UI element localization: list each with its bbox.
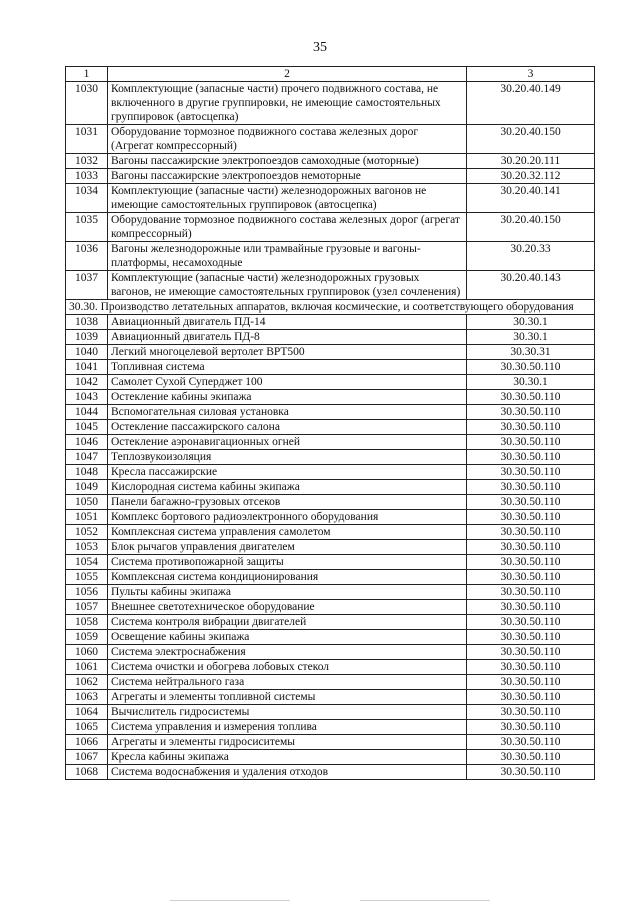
row-code: 30.30.1 — [467, 375, 595, 390]
table-row — [66, 720, 595, 735]
row-name: Теплозвукоизоляция — [108, 450, 467, 465]
table-row — [66, 480, 595, 495]
row-name: Вспомогательная силовая установка — [108, 405, 467, 420]
row-name: Система противопожарной защиты — [108, 555, 467, 570]
row-code: 30.30.50.110 — [467, 735, 595, 750]
row-code: 30.30.50.110 — [467, 645, 595, 660]
row-name: Вычислитель гидросистемы — [108, 705, 467, 720]
row-code: 30.30.50.110 — [467, 390, 595, 405]
row-name: Легкий многоцелевой вертолет ВРТ500 — [108, 345, 467, 360]
row-code: 30.30.1 — [467, 315, 595, 330]
row-name: Система водоснабжения и удаления отходов — [108, 765, 467, 780]
table-row — [66, 765, 595, 780]
row-name: Система контроля вибрации двигателей — [108, 615, 467, 630]
row-code: 30.30.50.110 — [467, 720, 595, 735]
table-row — [66, 645, 595, 660]
table-row — [66, 465, 595, 480]
row-number: 1066 — [66, 735, 108, 750]
row-code: 30.30.50.110 — [467, 690, 595, 705]
table-row — [66, 435, 595, 450]
table-body — [66, 67, 595, 780]
row-name: Оборудование тормозное подвижного состава железных дорог (агрегат компрессорный) — [108, 213, 467, 242]
row-number: 1040 — [66, 345, 108, 360]
row-code: 30.30.50.110 — [467, 360, 595, 375]
table-row — [66, 675, 595, 690]
row-code: 30.30.50.110 — [467, 450, 595, 465]
row-code: 30.30.50.110 — [467, 600, 595, 615]
row-code: 30.20.40.143 — [467, 271, 595, 300]
table-row — [66, 525, 595, 540]
row-number: 1047 — [66, 450, 108, 465]
row-name: Остекление пассажирского салона — [108, 420, 467, 435]
header-col-3: 3 — [467, 67, 595, 82]
table-row — [66, 750, 595, 765]
header-col-1: 1 — [66, 67, 108, 82]
row-code: 30.30.31 — [467, 345, 595, 360]
table-row — [66, 125, 595, 154]
row-code: 30.30.50.110 — [467, 660, 595, 675]
row-name: Кресла кабины экипажа — [108, 750, 467, 765]
row-name: Комплексная система кондиционирования — [108, 570, 467, 585]
row-code: 30.30.50.110 — [467, 525, 595, 540]
table-row — [66, 585, 595, 600]
section-title: 30.30. Производство летательных аппаратов, включая космические, и соответствующего оборудования — [66, 300, 595, 315]
row-number: 1052 — [66, 525, 108, 540]
table-row — [66, 570, 595, 585]
row-number: 1043 — [66, 390, 108, 405]
row-code: 30.20.32.112 — [467, 169, 595, 184]
row-name: Панели багажно-грузовых отсеков — [108, 495, 467, 510]
row-name: Система управления и измерения топлива — [108, 720, 467, 735]
row-number: 1049 — [66, 480, 108, 495]
section-row — [66, 300, 595, 315]
table-row — [66, 705, 595, 720]
row-name: Блок рычагов управления двигателем — [108, 540, 467, 555]
row-number: 1053 — [66, 540, 108, 555]
row-number: 1038 — [66, 315, 108, 330]
row-name: Агрегаты и элементы топливной системы — [108, 690, 467, 705]
row-name: Комплектующие (запасные части) железнодорожных грузовых вагонов, не имеющие самостоятельных группировок (узел сочленения) — [108, 271, 467, 300]
row-number: 1055 — [66, 570, 108, 585]
table-row — [66, 510, 595, 525]
row-name: Остекление аэронавигационных огней — [108, 435, 467, 450]
table-row — [66, 630, 595, 645]
row-name: Авиационный двигатель ПД-8 — [108, 330, 467, 345]
row-name: Вагоны пассажирские электропоездов самоходные (моторные) — [108, 154, 467, 169]
row-number: 1032 — [66, 154, 108, 169]
row-code: 30.20.33 — [467, 242, 595, 271]
row-name: Вагоны железнодорожные или трамвайные грузовые и вагоны-платформы, несамоходные — [108, 242, 467, 271]
table-row — [66, 82, 595, 125]
row-code: 30.20.40.141 — [467, 184, 595, 213]
row-code: 30.30.50.110 — [467, 585, 595, 600]
row-name: Агрегаты и элементы гидросиситемы — [108, 735, 467, 750]
row-number: 1033 — [66, 169, 108, 184]
row-name: Система нейтрального газа — [108, 675, 467, 690]
classification-table — [65, 66, 595, 780]
scan-edge-left — [170, 900, 290, 901]
row-number: 1031 — [66, 125, 108, 154]
row-number: 1056 — [66, 585, 108, 600]
row-number: 1044 — [66, 405, 108, 420]
row-code: 30.20.20.111 — [467, 154, 595, 169]
header-row — [66, 67, 595, 82]
row-name: Кислородная система кабины экипажа — [108, 480, 467, 495]
row-number: 1064 — [66, 705, 108, 720]
row-code: 30.30.50.110 — [467, 480, 595, 495]
row-name: Вагоны пассажирские электропоездов немоторные — [108, 169, 467, 184]
table-row — [66, 271, 595, 300]
row-number: 1046 — [66, 435, 108, 450]
row-code: 30.30.50.110 — [467, 570, 595, 585]
row-name: Остекление кабины экипажа — [108, 390, 467, 405]
row-code: 30.30.50.110 — [467, 435, 595, 450]
header-col-2: 2 — [108, 67, 467, 82]
row-number: 1037 — [66, 271, 108, 300]
table-row — [66, 600, 595, 615]
row-name: Кресла пассажирские — [108, 465, 467, 480]
row-code: 30.30.50.110 — [467, 765, 595, 780]
row-number: 1054 — [66, 555, 108, 570]
table-row — [66, 375, 595, 390]
row-number: 1045 — [66, 420, 108, 435]
row-code: 30.20.40.150 — [467, 125, 595, 154]
row-name: Авиационный двигатель ПД-14 — [108, 315, 467, 330]
scan-edge-right — [360, 900, 490, 901]
row-number: 1035 — [66, 213, 108, 242]
table-row — [66, 450, 595, 465]
table-row — [66, 315, 595, 330]
table-row — [66, 154, 595, 169]
table-row — [66, 660, 595, 675]
table-row — [66, 495, 595, 510]
page-number: 35 — [313, 40, 327, 55]
row-number: 1030 — [66, 82, 108, 125]
row-number: 1060 — [66, 645, 108, 660]
row-number: 1067 — [66, 750, 108, 765]
table-row — [66, 690, 595, 705]
row-code: 30.30.50.110 — [467, 465, 595, 480]
row-code: 30.20.40.149 — [467, 82, 595, 125]
row-code: 30.30.50.110 — [467, 540, 595, 555]
table-row — [66, 330, 595, 345]
row-number: 1062 — [66, 675, 108, 690]
row-name: Комплексная система управления самолетом — [108, 525, 467, 540]
row-name: Освещение кабины экипажа — [108, 630, 467, 645]
row-number: 1034 — [66, 184, 108, 213]
table-row — [66, 390, 595, 405]
row-name: Комплекс бортового радиоэлектронного оборудования — [108, 510, 467, 525]
row-name: Топливная система — [108, 360, 467, 375]
table-row — [66, 405, 595, 420]
row-code: 30.30.50.110 — [467, 675, 595, 690]
row-number: 1059 — [66, 630, 108, 645]
row-code: 30.30.50.110 — [467, 705, 595, 720]
table-row — [66, 615, 595, 630]
row-number: 1041 — [66, 360, 108, 375]
row-name: Система электроснабжения — [108, 645, 467, 660]
row-number: 1061 — [66, 660, 108, 675]
row-code: 30.30.50.110 — [467, 420, 595, 435]
row-number: 1058 — [66, 615, 108, 630]
row-name: Оборудование тормозное подвижного состава железных дорог (Агрегат компрессорный) — [108, 125, 467, 154]
table-row — [66, 169, 595, 184]
row-number: 1051 — [66, 510, 108, 525]
row-name: Комплектующие (запасные части) железнодорожных вагонов не имеющие самостоятельных группировок (автосцепка) — [108, 184, 467, 213]
row-code: 30.20.40.150 — [467, 213, 595, 242]
row-name: Система очистки и обогрева лобовых стекол — [108, 660, 467, 675]
row-number: 1057 — [66, 600, 108, 615]
row-code: 30.30.50.110 — [467, 630, 595, 645]
row-number: 1048 — [66, 465, 108, 480]
row-code: 30.30.50.110 — [467, 495, 595, 510]
table-row — [66, 420, 595, 435]
table-row — [66, 540, 595, 555]
table-row — [66, 735, 595, 750]
table-row — [66, 345, 595, 360]
row-number: 1042 — [66, 375, 108, 390]
table-row — [66, 360, 595, 375]
row-number: 1063 — [66, 690, 108, 705]
row-name: Внешнее светотехническое оборудование — [108, 600, 467, 615]
row-name: Комплектующие (запасные части) прочего подвижного состава, не включенного в другие группировки, не имеющие самостоятельных группировок (автосцепка) — [108, 82, 467, 125]
table-row — [66, 184, 595, 213]
row-name: Самолет Сухой Суперджет 100 — [108, 375, 467, 390]
row-code: 30.30.50.110 — [467, 615, 595, 630]
row-code: 30.30.50.110 — [467, 405, 595, 420]
table-row — [66, 242, 595, 271]
row-number: 1050 — [66, 495, 108, 510]
row-name: Пульты кабины экипажа — [108, 585, 467, 600]
row-code: 30.30.50.110 — [467, 510, 595, 525]
row-code: 30.30.1 — [467, 330, 595, 345]
row-number: 1068 — [66, 765, 108, 780]
table-row — [66, 213, 595, 242]
row-number: 1036 — [66, 242, 108, 271]
row-number: 1039 — [66, 330, 108, 345]
row-number: 1065 — [66, 720, 108, 735]
table-row — [66, 555, 595, 570]
row-code: 30.30.50.110 — [467, 555, 595, 570]
row-code: 30.30.50.110 — [467, 750, 595, 765]
